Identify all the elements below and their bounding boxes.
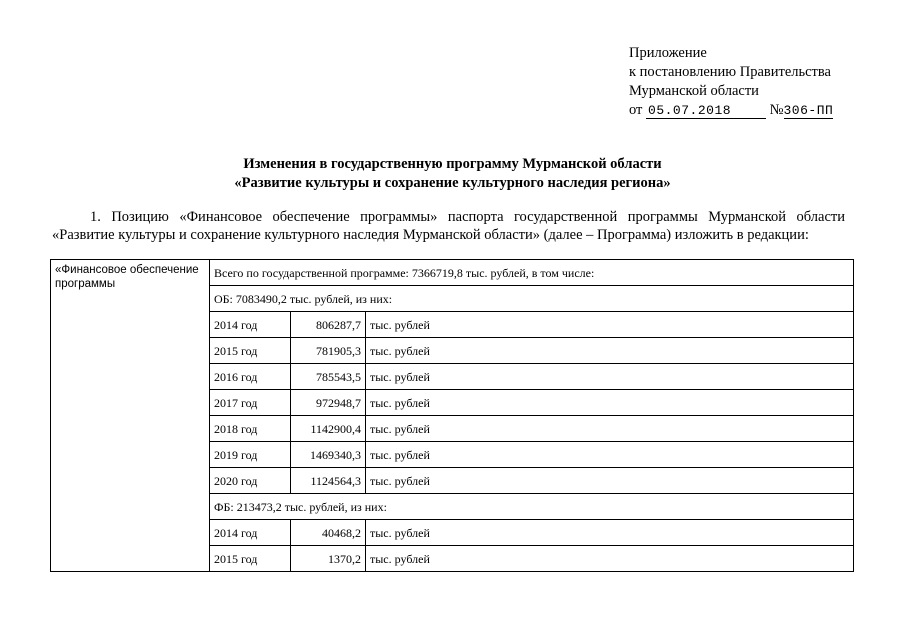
appendix-date-line xyxy=(629,101,833,120)
unit-cell: тыс. рублей xyxy=(366,520,854,546)
unit-cell: тыс. рублей xyxy=(366,442,854,468)
total-row-text: Всего по государственной программе: 7366719,8 тыс. рублей, в том числе: xyxy=(210,260,854,286)
year-cell: 2019 год xyxy=(210,442,291,468)
unit-cell: тыс. рублей xyxy=(366,338,854,364)
number-prefix: № xyxy=(769,102,784,118)
year-cell: 2014 год xyxy=(210,520,291,546)
document-title xyxy=(0,155,905,193)
intro-paragraph xyxy=(52,208,845,244)
unit-cell: тыс. рублей xyxy=(366,364,854,390)
year-cell: 2014 год xyxy=(210,312,291,338)
year-cell: 2020 год xyxy=(210,468,291,494)
decree-date: 05.07.2018 xyxy=(646,103,766,119)
appendix-decree: к постановлению Правительства xyxy=(629,64,831,80)
year-cell: 2018 год xyxy=(210,416,291,442)
appendix-block xyxy=(629,44,833,120)
unit-cell: тыс. рублей xyxy=(366,312,854,338)
amount-cell: 972948,7 xyxy=(291,390,366,416)
unit-cell: тыс. рублей xyxy=(366,390,854,416)
year-cell: 2015 год xyxy=(210,546,291,572)
amount-cell: 785543,5 xyxy=(291,364,366,390)
year-cell: 2017 год xyxy=(210,390,291,416)
fb-header: ФБ: 213473,2 тыс. рублей, из них: xyxy=(210,494,854,520)
financing-label: «Финансовое обеспечение программы xyxy=(51,260,210,572)
intro-paragraph-text: 1. Позицию «Финансовое обеспечение программы» паспорта государственной программы Мурманской области «Развитие культуры и сохранение культурного наследия Мурманской области» (далее – Программа) изложить в редакции: xyxy=(52,209,845,243)
appendix-title: Приложение xyxy=(629,45,707,61)
amount-cell: 1124564,3 xyxy=(291,468,366,494)
year-cell: 2015 год xyxy=(210,338,291,364)
unit-cell: тыс. рублей xyxy=(366,416,854,442)
unit-cell: тыс. рублей xyxy=(366,468,854,494)
date-prefix: от xyxy=(629,102,643,118)
financing-table xyxy=(50,259,854,572)
amount-cell: 40468,2 xyxy=(291,520,366,546)
title-line-2: «Развитие культуры и сохранение культурного наследия региона» xyxy=(234,175,671,191)
year-cell: 2016 год xyxy=(210,364,291,390)
ob-header: ОБ: 7083490,2 тыс. рублей, из них: xyxy=(210,286,854,312)
table-row xyxy=(51,260,854,286)
amount-cell: 1370,2 xyxy=(291,546,366,572)
amount-cell: 806287,7 xyxy=(291,312,366,338)
decree-number: 306-ПП xyxy=(783,103,834,118)
unit-cell: тыс. рублей xyxy=(366,546,854,572)
amount-cell: 1142900,4 xyxy=(291,416,366,442)
title-line-1: Изменения в государственную программу Мурманской области xyxy=(243,156,662,172)
amount-cell: 781905,3 xyxy=(291,338,366,364)
appendix-region: Мурманской области xyxy=(629,83,759,99)
amount-cell: 1469340,3 xyxy=(291,442,366,468)
